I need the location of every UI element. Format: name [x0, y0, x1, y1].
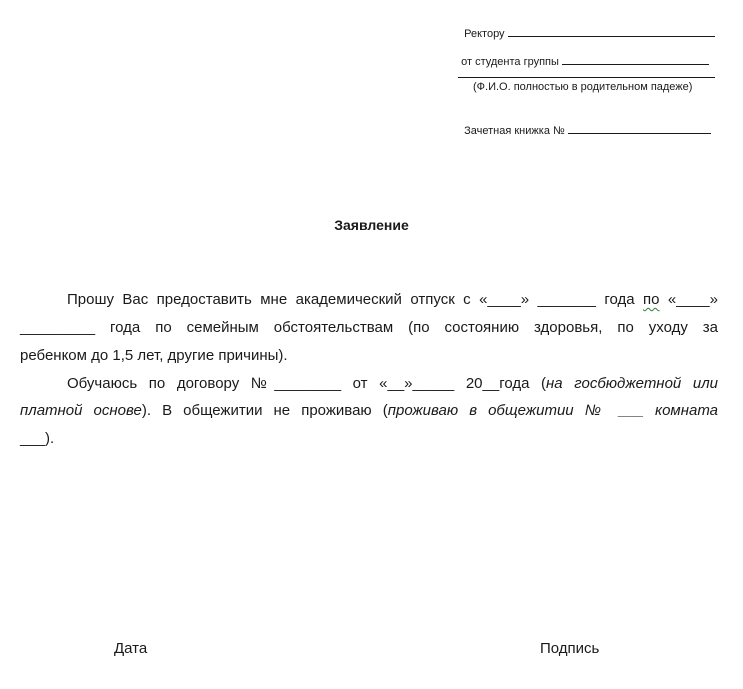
rector-name-blank[interactable] — [508, 25, 715, 37]
rector-label: Ректору — [464, 28, 505, 40]
paragraph1-line3: ребенком до 1,5 лет, другие причины). — [20, 347, 288, 364]
fio-blank[interactable] — [458, 77, 715, 78]
student-group-label: от студента группы — [461, 56, 559, 68]
record-book-blank[interactable] — [568, 122, 711, 134]
record-book-line — [458, 109, 711, 138]
paragraph2-italic-c: проживаю в общежитии № ___ комната — [387, 402, 718, 419]
paragraph2-text-b: ). В общежитии не проживаю ( — [141, 402, 388, 419]
paragraph1-text-a: Прошу Вас предоставить мне академический отпуск с «____» _______ года — [67, 291, 644, 308]
signature-label: Подпись — [540, 640, 600, 657]
date-label: Дата — [114, 640, 148, 657]
document-title: Заявление — [334, 217, 409, 233]
paragraph2-line3: ___). — [20, 430, 55, 447]
paragraph1-line2: _________ года по семейным обстоятельствам (по состоянию здоровья, по уходу за — [20, 319, 718, 336]
rector-line — [458, 12, 715, 41]
group-blank[interactable] — [562, 53, 709, 65]
paragraph2-text-a: Обучаюсь по договору №________ от «__»_____ 20__года ( — [67, 375, 547, 392]
paragraph1-text-b: «____» — [659, 291, 718, 308]
record-book-label: Зачетная книжка № — [464, 125, 565, 137]
paragraph1-line1 — [67, 291, 718, 309]
fio-note: (Ф.И.О. полностью в родительном падеже) — [473, 81, 693, 93]
paragraph2-italic-b: платной основе — [20, 402, 142, 419]
paragraph2-line1 — [67, 375, 718, 393]
paragraph2-italic-a: на госбюджетной или — [546, 375, 718, 392]
student-group-line — [455, 40, 709, 69]
spellcheck-word: по — [643, 291, 660, 308]
paragraph2-line2 — [20, 402, 718, 420]
